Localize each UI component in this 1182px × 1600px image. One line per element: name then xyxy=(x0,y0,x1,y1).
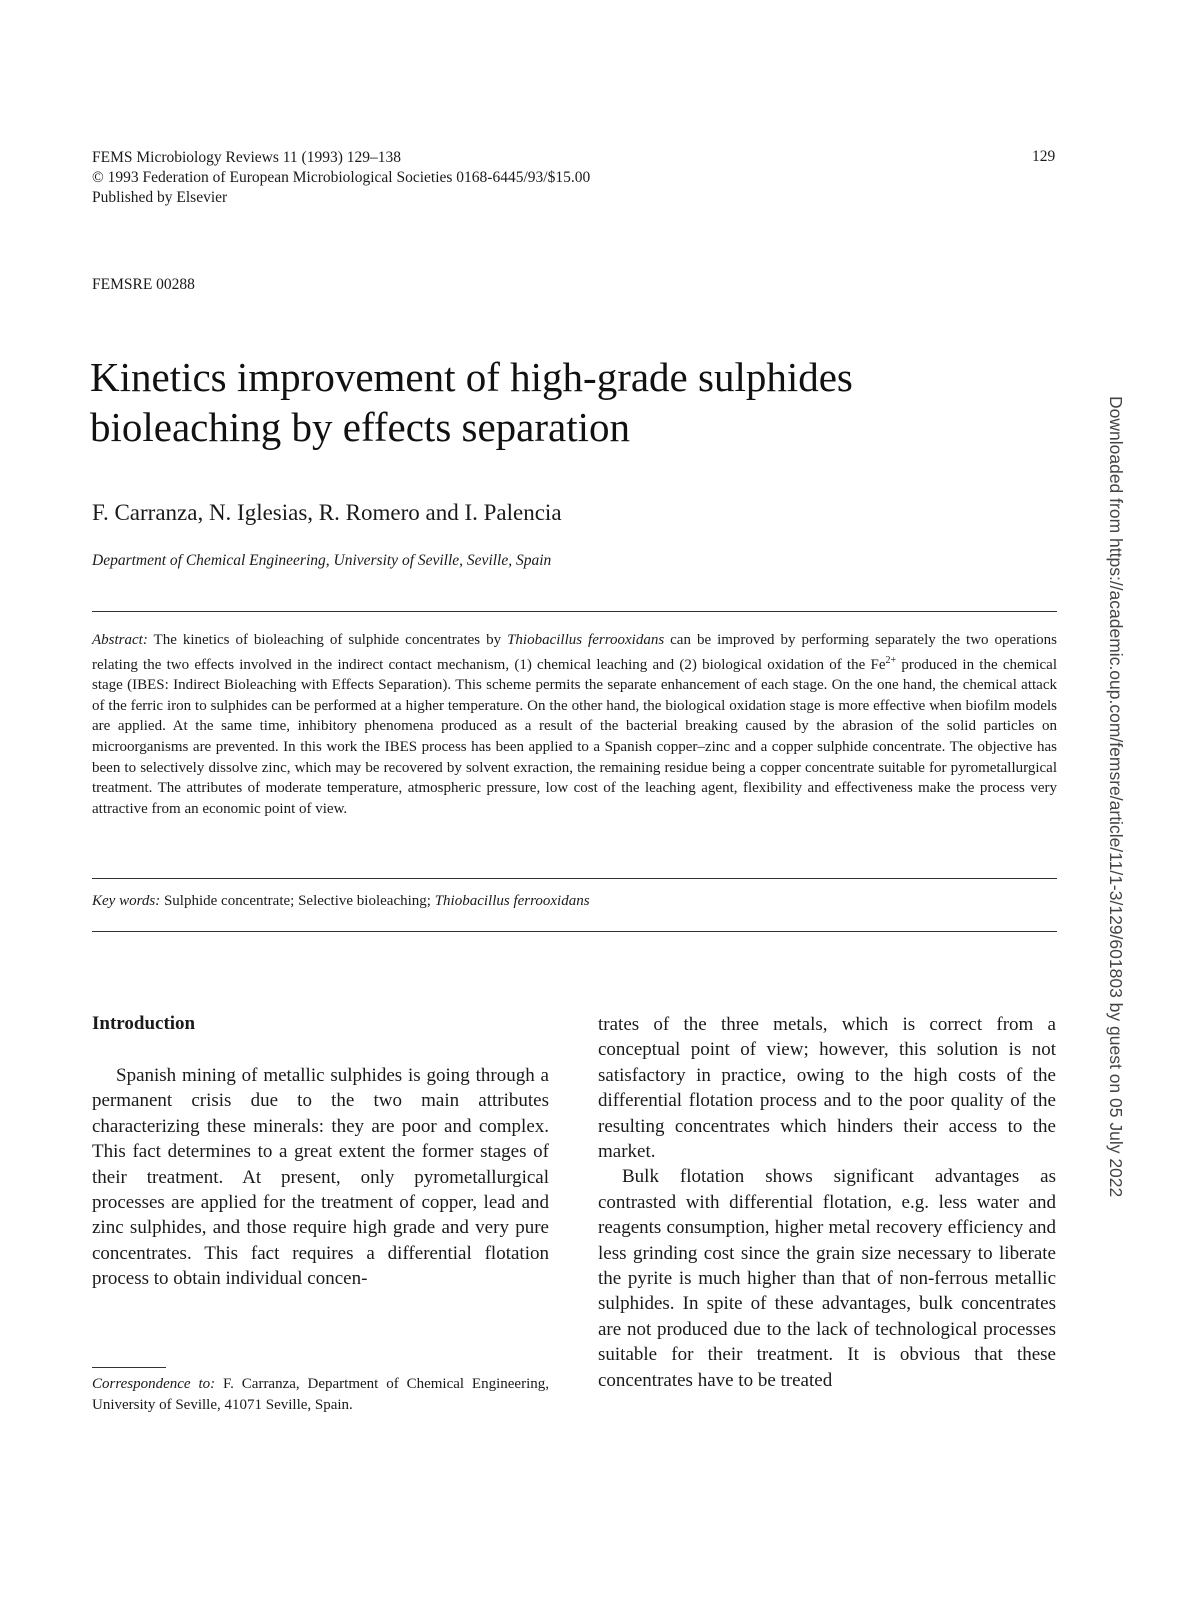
abstract-text-2: can be improved by performing separately the two operations relating the two effects involved in the indirect contact mechanism, (1) chemical leaching and (2) biological oxidation of the Fe xyxy=(92,632,1057,673)
author-list: F. Carranza, N. Iglesias, R. Romero and I. Palencia xyxy=(92,500,562,525)
keywords-text: Sulphide concentrate; Selective bioleaching; xyxy=(160,893,435,909)
affiliation: Department of Chemical Engineering, University of Seville, Seville, Spain xyxy=(92,552,552,569)
page-number: 129 xyxy=(1032,148,1056,165)
section-heading-introduction: Introduction xyxy=(92,1013,196,1034)
download-watermark: Downloaded from https://academic.oup.com/femsre/article/11/1-3/129/601803 by guest on 05 July 2022 xyxy=(1106,396,1126,1198)
publisher-line: Published by Elsevier xyxy=(92,189,228,206)
keywords-top-rule xyxy=(92,878,1057,879)
footnote-rule xyxy=(92,1367,166,1368)
abstract-label: Abstract: xyxy=(92,632,148,648)
abstract xyxy=(92,630,1057,819)
correspondence-footnote xyxy=(92,1374,549,1415)
footnote-text: F. Carranza, Department of Chemical Engineering, University of Seville, 41071 Seville, Spain. xyxy=(92,1376,549,1413)
journal-header xyxy=(92,148,590,208)
abstract-text-3: produced in the chemical stage (IBES: Indirect Bioleaching with Effects Separation). This scheme permits the separate enhancement of each stage. On the one hand, the chemical attack of the ferric iron to sulphides can be performed at a higher temperature. On the other hand, the biological oxidation stage is more effective when biofilm models are applied. At the same time, inhibitory phenomena produced as a result of the bacterial breaking caused by the abrasion of the solid particles on microorganisms are prevented. In this work the IBES process has been applied to a Spanish copper–zinc and a copper sulphide concentrate. The objective has been to selectively dissolve zinc, which may be recovered by solvent exraction, the remaining residue being a copper concentrate suitable for pyrometallurgical treatment. The attributes of moderate temperature, atmospheric pressure, low cost of the leaching agent, flexibility and effectiveness make the process very attractive from an economic point of view. xyxy=(92,656,1057,817)
keywords xyxy=(92,893,590,910)
intro-paragraph-1-continued: trates of the three metals, which is correct from a conceptual point of view; however, this solution is not satisfactory in practice, owing to the high costs of the differential flotation process and to the poor quality of the resulting concentrates which hinders their access to the market. xyxy=(598,1014,1056,1163)
article-title: Kinetics improvement of high-grade sulphides bioleaching by effects separation xyxy=(90,354,853,450)
abstract-top-rule xyxy=(92,611,1057,612)
intro-paragraph-2: Bulk flotation shows significant advantages as contrasted with differential flotation, e.g. less water and reagents consumption, higher metal recovery efficiency and less grinding cost since the grain size necessary to liberate the pyrite is much higher than that of non-ferrous metallic sulphides. In spite of these advantages, bulk concentrates are not produced due to the lack of technological processes suitable for their treatment. It is obvious that these concentrates have to be treated xyxy=(598,1166,1056,1391)
abstract-text-1: The kinetics of bioleaching of sulphide concentrates by xyxy=(147,632,508,648)
abstract-superscript: 2+ xyxy=(885,654,897,666)
copyright-line: © 1993 Federation of European Microbiological Societies 0168-6445/93/$15.00 xyxy=(92,169,591,186)
intro-paragraph-1: Spanish mining of metallic sulphides is going through a permanent crisis due to the two main attributes characterizing these minerals: they are poor and complex. This fact determines to a great extent the former stages of their treatment. At present, only pyrometallurgical processes are applied for the treatment of copper, lead and zinc sulphides, and those require high grade and very pure concentrates. This fact requires a differential flotation process to obtain individual concen- xyxy=(92,1065,549,1290)
keywords-label: Key words: xyxy=(92,893,161,909)
journal-citation: FEMS Microbiology Reviews 11 (1993) 129–138 xyxy=(92,149,401,166)
footnote-label: Correspondence to: xyxy=(92,1376,216,1392)
article-code: FEMSRE 00288 xyxy=(92,276,195,293)
keywords-organism: Thiobacillus ferrooxidans xyxy=(434,893,590,909)
right-column xyxy=(598,1012,1056,1393)
abstract-organism: Thiobacillus ferrooxidans xyxy=(507,632,665,648)
keywords-bottom-rule xyxy=(92,931,1057,932)
